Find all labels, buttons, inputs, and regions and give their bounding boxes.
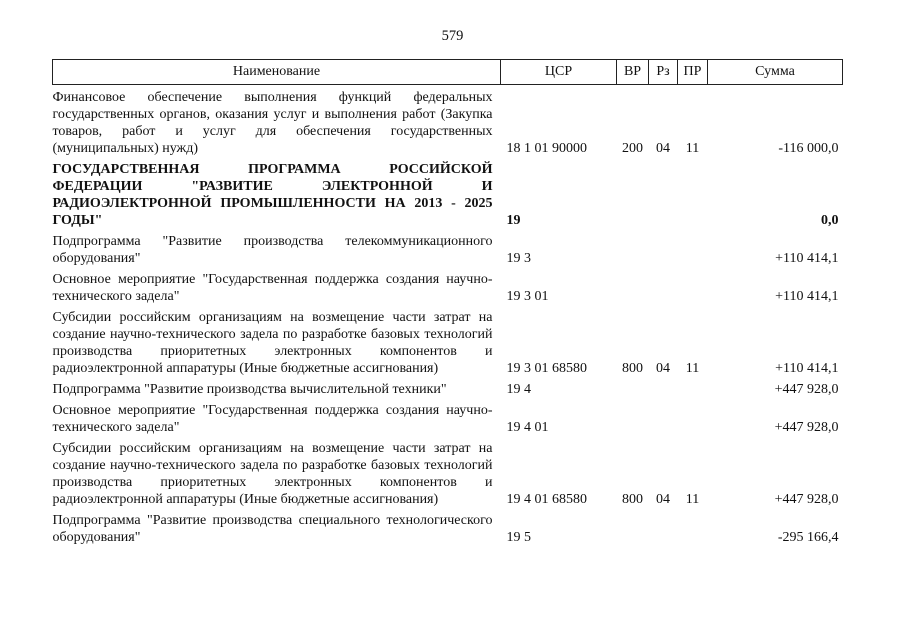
cell-name: Подпрограмма "Развитие производства вычислительной техники" bbox=[52, 382, 447, 397]
cell-sum: +110 414,1 bbox=[775, 251, 839, 266]
cell-rz bbox=[649, 229, 678, 267]
table-row bbox=[53, 436, 843, 508]
cell-vr bbox=[617, 398, 649, 436]
cell-rz bbox=[649, 508, 678, 546]
cell-vr bbox=[617, 267, 649, 305]
table-row bbox=[53, 85, 843, 158]
budget-table bbox=[52, 59, 843, 546]
cell-pr bbox=[678, 157, 708, 229]
page-number: 579 bbox=[441, 28, 464, 44]
cell-vr: 200 bbox=[622, 141, 643, 156]
cell-name: Подпрограмма "Развитие производства телекоммуникационного оборудования" bbox=[52, 234, 493, 266]
cell-csr: 19 bbox=[506, 213, 521, 228]
cell-pr bbox=[678, 267, 708, 305]
cell-name: Субсидии российским организациям на возмещение части затрат на создание научно-технического задела по разработке базовых технологий производства приоритетных электронных компонентов и радиоэлектронной аппаратуры (Иные бюджетные ассигнования) bbox=[52, 310, 493, 376]
header-vr: ВР bbox=[617, 60, 649, 85]
cell-pr: 11 bbox=[685, 492, 700, 507]
cell-csr: 19 4 bbox=[506, 382, 531, 397]
table-row bbox=[53, 305, 843, 377]
cell-csr: 18 1 01 90000 bbox=[506, 141, 587, 156]
cell-rz bbox=[649, 157, 678, 229]
header-pr: ПР bbox=[678, 60, 708, 85]
cell-csr: 19 3 bbox=[506, 251, 531, 266]
cell-name: Основное мероприятие "Государственная поддержка создания научно-технического задела" bbox=[52, 403, 493, 435]
cell-csr: 19 4 01 68580 bbox=[506, 492, 587, 507]
cell-name: ГОСУДАРСТВЕННАЯ ПРОГРАММА РОССИЙСКОЙ ФЕДЕРАЦИИ "РАЗВИТИЕ ЭЛЕКТРОННОЙ И РАДИОЭЛЕКТРОННОЙ ПРОМЫШЛЕННОСТИ НА 2013 - 2025 ГОДЫ" bbox=[52, 162, 493, 228]
cell-sum: +110 414,1 bbox=[775, 289, 839, 304]
cell-rz bbox=[649, 398, 678, 436]
cell-csr: 19 3 01 68580 bbox=[506, 361, 587, 376]
cell-sum: -295 166,4 bbox=[777, 530, 839, 545]
cell-pr bbox=[678, 229, 708, 267]
cell-pr bbox=[678, 398, 708, 436]
cell-csr: 19 3 01 bbox=[506, 289, 549, 304]
cell-rz: 04 bbox=[656, 141, 670, 156]
cell-csr: 19 5 bbox=[506, 530, 531, 545]
cell-rz: 04 bbox=[656, 361, 670, 376]
table-row bbox=[53, 377, 843, 398]
header-sum: Сумма bbox=[708, 60, 843, 85]
cell-sum: +447 928,0 bbox=[774, 382, 839, 397]
cell-pr bbox=[678, 508, 708, 546]
cell-sum: 0,0 bbox=[821, 213, 839, 228]
cell-name: Основное мероприятие "Государственная поддержка создания научно-технического задела" bbox=[52, 272, 493, 304]
cell-name: Финансовое обеспечение выполнения функций федеральных государственных органов, оказания услуг и выполнения работ (Закупка товаров, работ и услуг для обеспечения государственных (муниципальных) нужд) bbox=[52, 90, 493, 156]
cell-pr: 11 bbox=[685, 361, 700, 376]
table-row bbox=[53, 267, 843, 305]
cell-vr bbox=[617, 157, 649, 229]
cell-vr bbox=[617, 229, 649, 267]
table-header-row bbox=[53, 60, 843, 85]
cell-sum: +110 414,1 bbox=[775, 361, 839, 376]
cell-pr: 11 bbox=[685, 141, 700, 156]
table-row bbox=[53, 398, 843, 436]
cell-csr: 19 4 01 bbox=[506, 420, 549, 435]
cell-sum: +447 928,0 bbox=[774, 492, 839, 507]
cell-rz bbox=[649, 377, 678, 398]
cell-name: Подпрограмма "Развитие производства специального технологического оборудования" bbox=[52, 513, 493, 545]
cell-rz bbox=[649, 267, 678, 305]
header-rz: Рз bbox=[649, 60, 678, 85]
cell-vr: 800 bbox=[622, 492, 643, 507]
cell-vr: 800 bbox=[622, 361, 643, 376]
header-name: Наименование bbox=[53, 60, 501, 85]
cell-vr bbox=[617, 508, 649, 546]
cell-pr bbox=[678, 377, 708, 398]
cell-vr bbox=[617, 377, 649, 398]
cell-sum: +447 928,0 bbox=[774, 420, 839, 435]
table-row bbox=[53, 229, 843, 267]
table-row bbox=[53, 157, 843, 229]
table-row bbox=[53, 508, 843, 546]
cell-sum: -116 000,0 bbox=[778, 141, 839, 156]
cell-rz: 04 bbox=[656, 492, 670, 507]
cell-name: Субсидии российским организациям на возмещение части затрат на создание научно-технического задела по разработке базовых технологий производства приоритетных электронных компонентов и радиоэлектронной аппаратуры (Иные бюджетные ассигнования) bbox=[52, 441, 493, 507]
header-csr: ЦСР bbox=[501, 60, 617, 85]
